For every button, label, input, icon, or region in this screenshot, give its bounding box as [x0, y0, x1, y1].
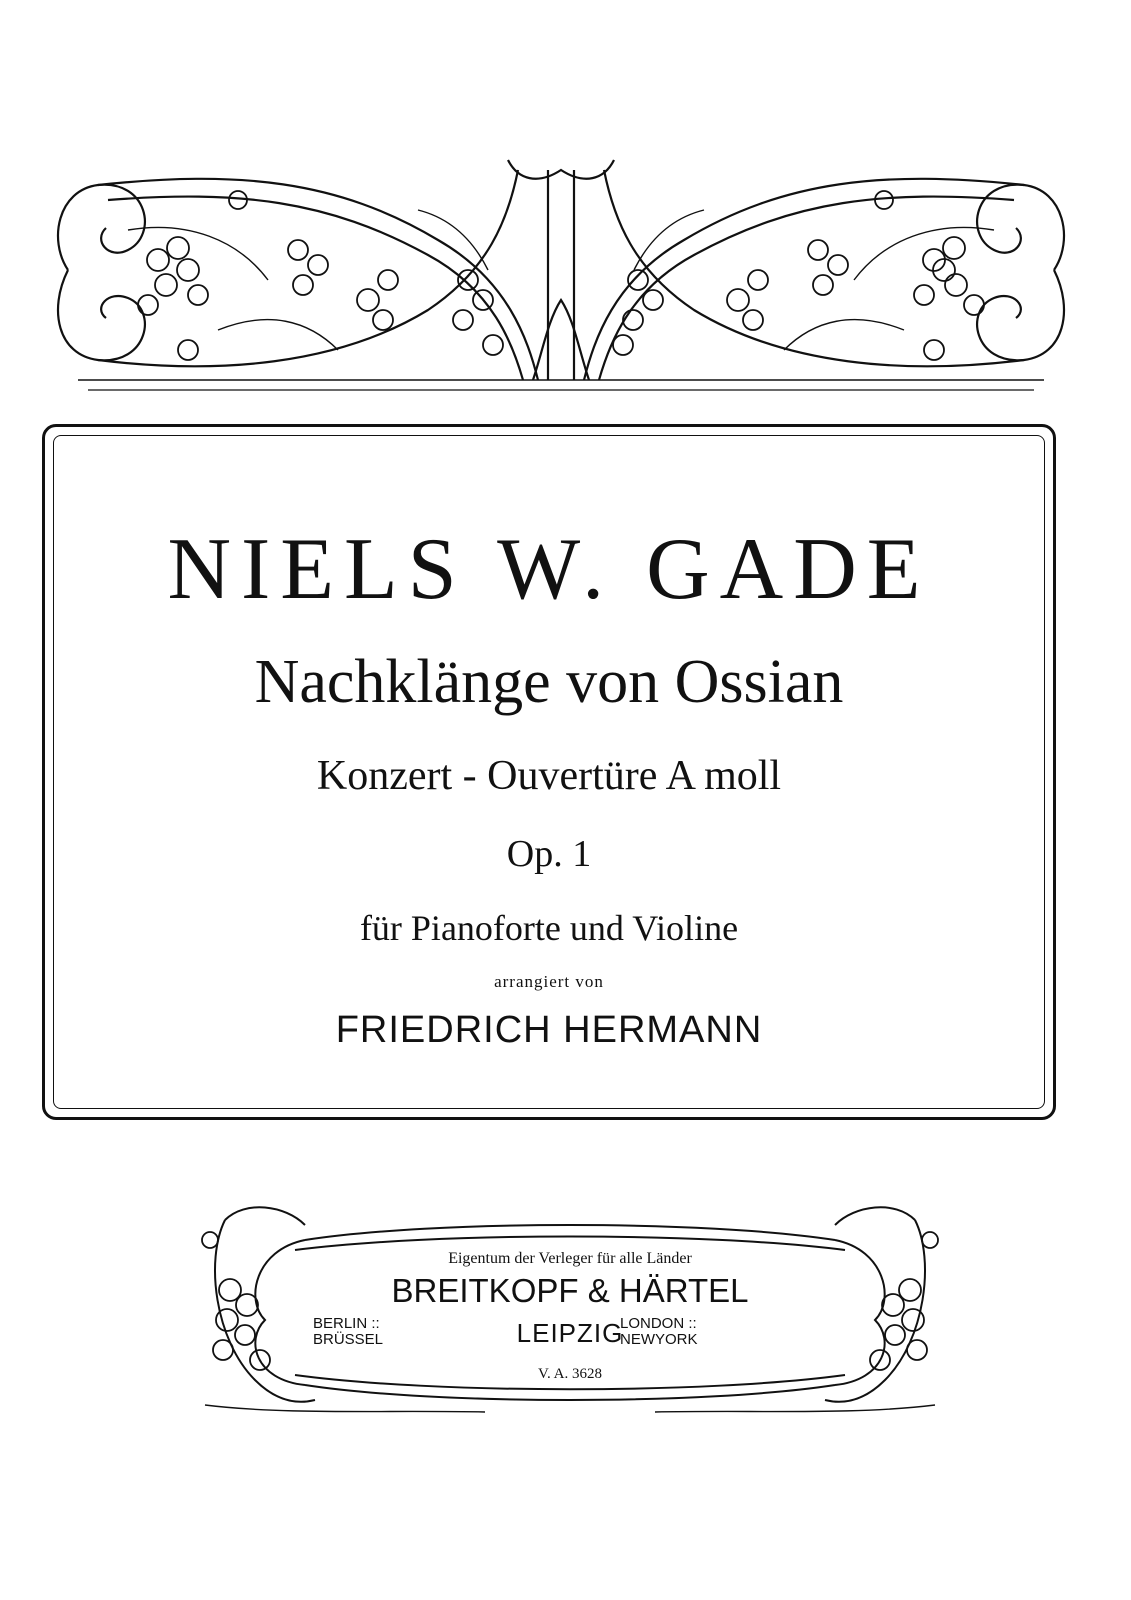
city-brussel: BRÜSSEL — [313, 1331, 384, 1348]
arranged-by-label: arrangiert von — [494, 972, 604, 991]
plate-number: V. A. 3628 — [538, 1366, 602, 1382]
work-title: Nachklänge von Ossian — [254, 648, 844, 716]
arranger-name: FRIEDRICH HERMANN — [335, 1009, 763, 1051]
title-frame — [42, 424, 1056, 1120]
publisher-imprint — [185, 1180, 955, 1420]
publisher-cities-right — [620, 1316, 698, 1348]
opus-number: Op. 1 — [506, 833, 592, 875]
publisher-name: BREITKOPF & HÄRTEL — [391, 1272, 749, 1309]
floral-banner-icon — [38, 140, 1084, 402]
rights-notice: Eigentum der Verleger für alle Länder — [448, 1250, 692, 1267]
work-subtitle: Konzert - Ouvertüre A moll — [316, 753, 782, 799]
city-newyork: NEWYORK — [620, 1331, 698, 1348]
composer-name: NIELS W. GADE — [167, 521, 931, 618]
instrumentation: für Pianoforte und Violine — [359, 908, 739, 948]
publisher-city-main: LEIPZIG — [516, 1318, 624, 1348]
city-berlin: BERLIN :: — [313, 1315, 380, 1332]
city-london: LONDON :: — [620, 1315, 697, 1332]
